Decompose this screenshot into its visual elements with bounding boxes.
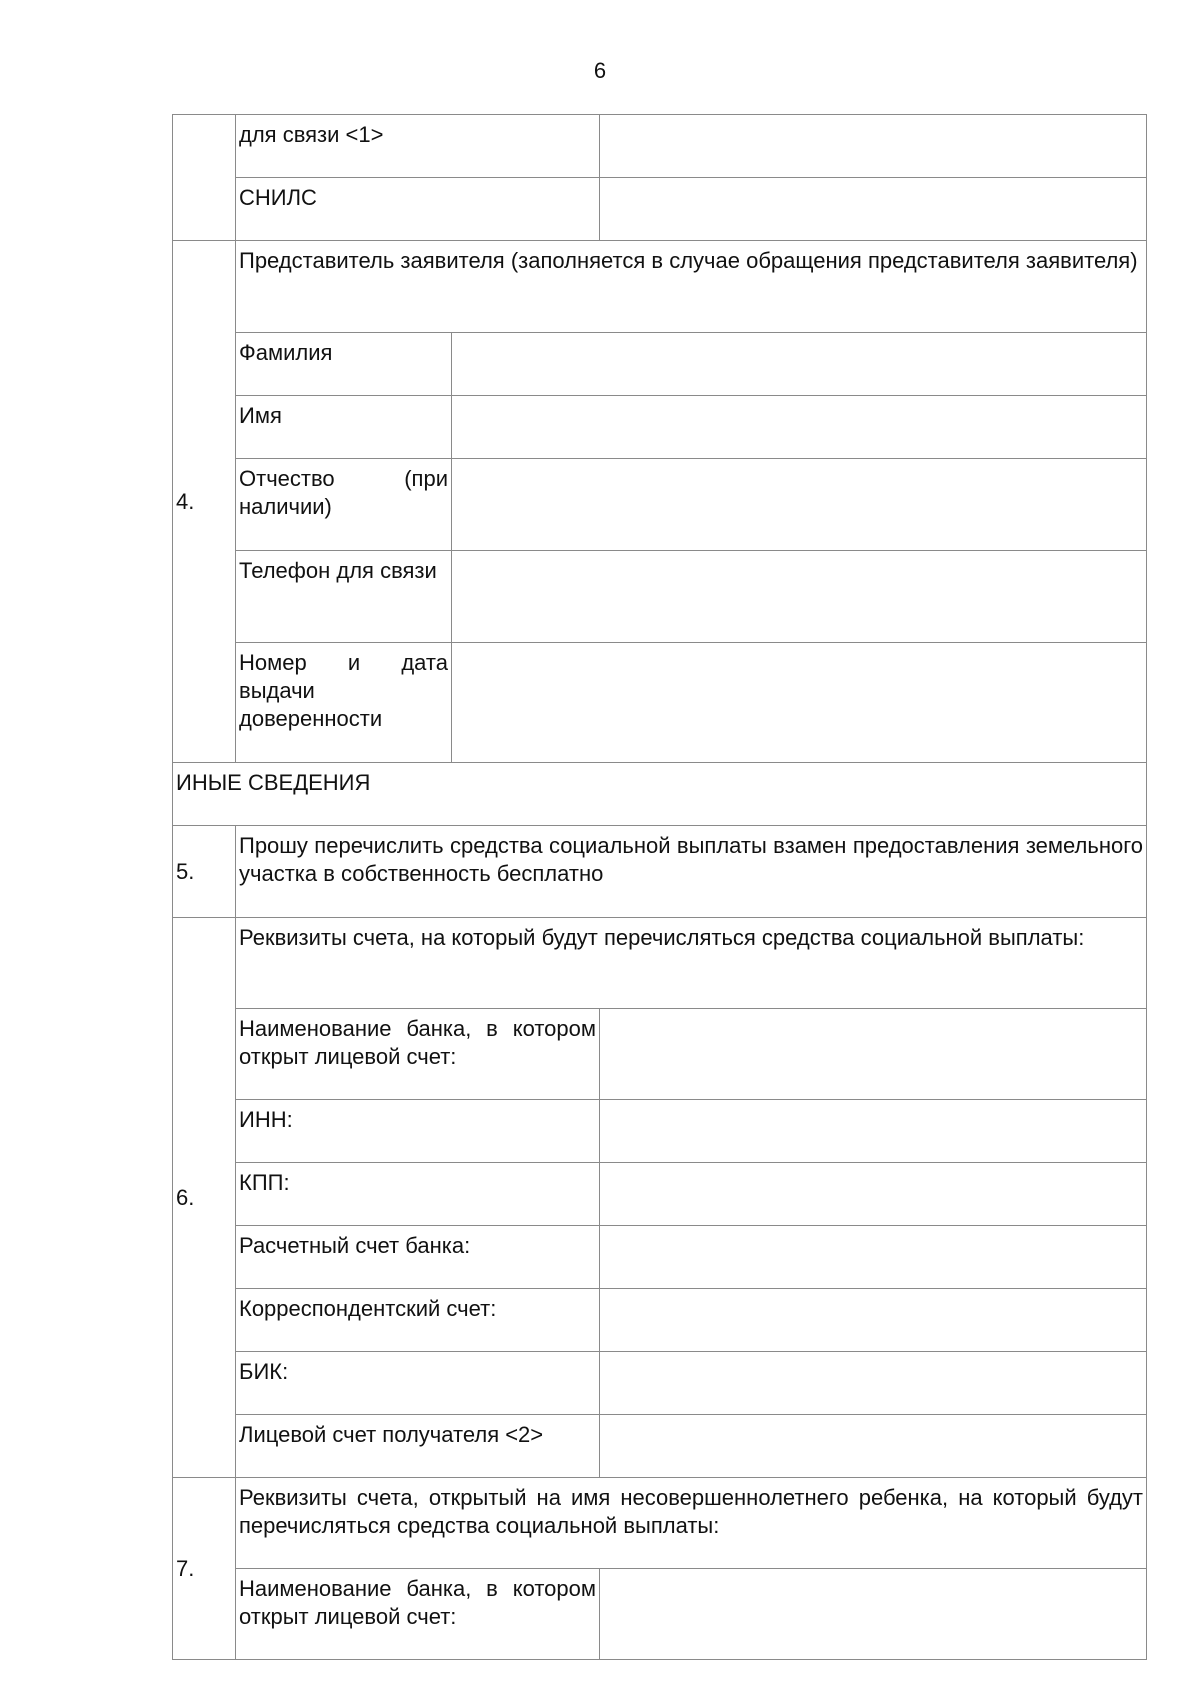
child-bank-name-value-field[interactable] <box>600 1569 1147 1660</box>
bik-label: БИК: <box>236 1352 600 1415</box>
first-name-value-field[interactable] <box>452 396 1147 459</box>
surname-label: Фамилия <box>236 333 452 396</box>
account-details-heading: Реквизиты счета, на который будут перечисляться средства социальной выплаты: <box>236 918 1147 1009</box>
correspondent-account-value-field[interactable] <box>600 1289 1147 1352</box>
social-payment-request-text: Прошу перечислить средства социальной выплаты взамен предоставления земельного участка в собственность бесплатно <box>236 826 1147 918</box>
section-4-number: 4. <box>173 241 236 763</box>
power-of-attorney-value-field[interactable] <box>452 643 1147 763</box>
inn-value-field[interactable] <box>600 1100 1147 1163</box>
kpp-value-field[interactable] <box>600 1163 1147 1226</box>
patronymic-label: Отчество (при наличии) <box>236 459 452 551</box>
patronymic-value-field[interactable] <box>452 459 1147 551</box>
contact-phone-value-field[interactable] <box>600 115 1147 178</box>
section-number-cell <box>173 115 236 241</box>
representative-heading: Представитель заявителя (заполняется в случае обращения представителя заявителя) <box>236 241 1147 333</box>
bank-name-label: Наименование банка, в котором открыт лицевой счет: <box>236 1009 600 1100</box>
bank-name-value-field[interactable] <box>600 1009 1147 1100</box>
representative-phone-label: Телефон для связи <box>236 551 452 643</box>
section-7-number: 7. <box>173 1478 236 1660</box>
surname-value-field[interactable] <box>452 333 1147 396</box>
application-form-table <box>172 114 1147 1660</box>
settlement-account-label: Расчетный счет банка: <box>236 1226 600 1289</box>
snils-value-field[interactable] <box>600 178 1147 241</box>
contact-phone-label: для связи <1> <box>236 115 600 178</box>
child-bank-name-label: Наименование банка, в котором открыт лицевой счет: <box>236 1569 600 1660</box>
inn-label: ИНН: <box>236 1100 600 1163</box>
page-number: 6 <box>593 58 607 83</box>
bik-value-field[interactable] <box>600 1352 1147 1415</box>
section-5-number: 5. <box>173 826 236 918</box>
first-name-label: Имя <box>236 396 452 459</box>
other-info-heading: ИНЫЕ СВЕДЕНИЯ <box>173 763 1147 826</box>
child-account-heading: Реквизиты счета, открытый на имя несовершеннолетнего ребенка, на который будут перечисляться средства социальной выплаты: <box>236 1478 1147 1569</box>
recipient-account-label: Лицевой счет получателя <2> <box>236 1415 600 1478</box>
power-of-attorney-label: Номер и дата выдачи доверенности <box>236 643 452 763</box>
section-6-number: 6. <box>173 918 236 1478</box>
settlement-account-value-field[interactable] <box>600 1226 1147 1289</box>
correspondent-account-label: Корреспондентский счет: <box>236 1289 600 1352</box>
kpp-label: КПП: <box>236 1163 600 1226</box>
representative-phone-value-field[interactable] <box>452 551 1147 643</box>
recipient-account-value-field[interactable] <box>600 1415 1147 1478</box>
snils-label: СНИЛС <box>236 178 600 241</box>
